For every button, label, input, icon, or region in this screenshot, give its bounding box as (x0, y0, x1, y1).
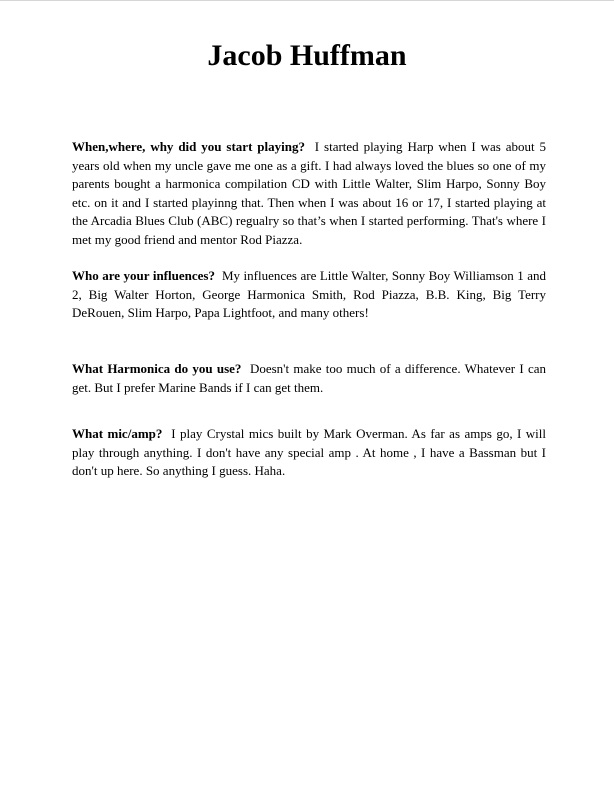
answer-influences: My influences are Little Walter, Sonny Boy Williamson 1 and 2, Big Walter Horton, George Harmonica Smith, Rod Piazza, B.B. King, Big Terry DeRouen, Slim Harpo, Papa Lightfoot, and many others! (72, 268, 546, 320)
answer-start-playing: I started playing Harp when I was about 5 years old when my uncle gave me one as a gift. I had always loved the blues so one of my parents bought a harmonica compilation CD with Little Walter, Slim Harpo, Sonny Boy etc. on it and I started playinng that. Then when I was about 16 or 17, I started playing at the Arcadia Blues Club (ABC) regualry so that’s when I started performing. That's where I met my good friend and mentor Rod Piazza. (72, 139, 547, 247)
qa-paragraph-mic-amp (72, 425, 546, 481)
page-title: Jacob Huffman (207, 39, 407, 72)
qa-paragraph-start-playing (72, 138, 546, 249)
question-start-playing: When,where, why did you start playing? (72, 139, 305, 154)
question-influences: Who are your influences? (72, 268, 215, 283)
qa-paragraph-influences (72, 267, 546, 323)
qa-paragraph-harmonica (72, 360, 546, 397)
answer-harmonica: Doesn't make too much of a difference. Whatever I can get. But I prefer Marine Bands if I can get them. (72, 361, 547, 395)
question-harmonica: What Harmonica do you use? (72, 361, 242, 376)
answer-mic-amp: I play Crystal mics built by Mark Overman. As far as amps go, I will play through anything. I don't have any special amp . At home , I have a Bassman but I don't up here. So anything I guess. Haha. (72, 426, 546, 478)
question-mic-amp: What mic/amp? (72, 426, 163, 441)
